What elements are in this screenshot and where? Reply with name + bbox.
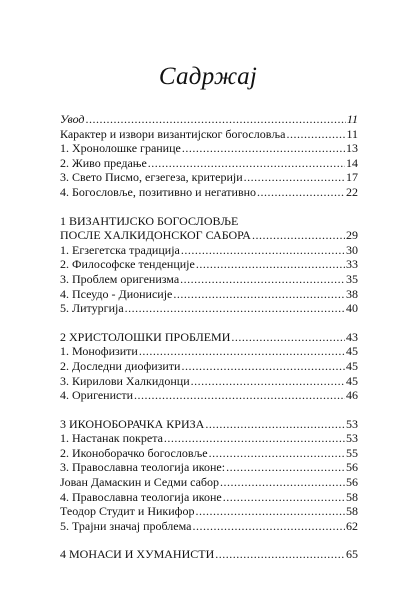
toc-entry-label: 3. Проблем оригенизма xyxy=(60,271,180,286)
toc-entry xyxy=(60,446,358,461)
leader-dots xyxy=(181,359,345,374)
leader-dots xyxy=(148,156,345,171)
toc-entry-label: 1. Хронолошке границе xyxy=(60,141,181,156)
toc-entry-page: 11 xyxy=(346,112,358,126)
toc-chapter-heading-row xyxy=(60,228,358,243)
toc-entry-label: 2. Доследни диофизити xyxy=(60,358,181,373)
toc-section-intro xyxy=(60,112,358,200)
toc-entry-page: 14 xyxy=(346,155,358,170)
leader-dots xyxy=(215,547,345,562)
toc-section-3 xyxy=(60,417,358,534)
toc-entry-label: 4. Псеудо - Дионисије xyxy=(60,286,173,301)
toc-chapter-heading: 1 ВИЗАНТИЈСКО БОГОСЛОВЉЕ xyxy=(60,213,239,228)
toc-entry xyxy=(60,127,358,142)
toc-entry-label: Карактер и извори византијског богословља xyxy=(60,126,286,141)
toc-entry-label: 4. Богословље, позитивно и негативно xyxy=(60,184,257,199)
toc-entry-page: 35 xyxy=(346,271,358,286)
toc-entry-page: 65 xyxy=(346,547,358,562)
toc-entry-page: 58 xyxy=(346,489,358,504)
leader-dots xyxy=(182,141,345,156)
toc-entry-label: Увод xyxy=(60,112,85,126)
toc-entry xyxy=(60,359,358,374)
toc-entry-page: 30 xyxy=(346,242,358,257)
toc-entry-page: 58 xyxy=(346,504,358,519)
toc-entry-label: 2. Живо предање xyxy=(60,155,147,170)
toc-section-4 xyxy=(60,547,358,562)
toc-entry-label: 1. Настанак покрета xyxy=(60,431,163,446)
toc-entry-label: 1. Монофизити xyxy=(60,344,138,359)
toc-entry-page: 53 xyxy=(346,416,358,431)
toc-entry xyxy=(60,460,358,475)
toc-entry xyxy=(60,301,358,316)
toc-entry-page: 45 xyxy=(346,373,358,388)
toc-entry-page: 56 xyxy=(346,460,358,475)
toc-entry-page: 11 xyxy=(346,126,358,141)
toc-entry-page: 43 xyxy=(346,329,358,344)
toc-entry-label: Јован Дамаскин и Седми сабор xyxy=(60,475,220,490)
toc-entry xyxy=(60,431,358,446)
leader-dots xyxy=(226,460,345,475)
toc-entry xyxy=(60,388,358,403)
toc-entry-label: 2. Философске тенденције xyxy=(60,257,195,272)
toc-entry-label: 3. Православна теологија иконе: xyxy=(60,460,226,475)
toc-entry xyxy=(60,504,358,519)
toc-entry-page: 62 xyxy=(346,518,358,533)
leader-dots xyxy=(209,446,345,461)
toc-entry xyxy=(60,156,358,171)
toc-entry xyxy=(60,287,358,302)
toc-section-2 xyxy=(60,330,358,403)
toc-entry-page: 46 xyxy=(346,388,358,403)
leader-dots xyxy=(223,490,345,505)
toc-chapter-heading-row xyxy=(60,417,358,432)
toc-entry-label: Теодор Студит и Никифор xyxy=(60,504,195,519)
leader-dots xyxy=(180,272,345,287)
toc-entry-page: 22 xyxy=(346,184,358,199)
toc-entry xyxy=(60,490,358,505)
toc-entry xyxy=(60,272,358,287)
page-title: Садржај xyxy=(158,63,258,90)
toc-entry xyxy=(60,243,358,258)
toc-entry-page: 38 xyxy=(346,286,358,301)
toc-entry-page: 13 xyxy=(346,141,358,156)
toc-entry-page: 45 xyxy=(346,344,358,359)
toc-entry-page: 33 xyxy=(346,257,358,272)
toc-chapter-heading: 3 ИКОНОБОРАЧКА КРИЗА xyxy=(60,416,205,431)
leader-dots xyxy=(191,374,345,389)
toc-entry-label: 2. Иконоборачко богословље xyxy=(60,445,208,460)
toc-chapter-heading: 2 ХРИСТОЛОШКИ ПРОБЛЕМИ xyxy=(60,329,231,344)
toc-entry xyxy=(60,519,358,534)
leader-dots xyxy=(195,504,345,519)
toc-entry xyxy=(60,112,358,127)
toc-entry-page: 53 xyxy=(346,431,358,446)
toc-entry-label: 5. Литургија xyxy=(60,301,124,316)
leader-dots xyxy=(173,287,345,302)
toc-entry-page: 40 xyxy=(346,301,358,316)
leader-dots xyxy=(139,344,345,359)
leader-dots xyxy=(231,330,345,345)
toc-entry xyxy=(60,374,358,389)
leader-dots xyxy=(220,475,345,490)
toc-chapter-heading-row xyxy=(60,330,358,345)
toc-entry xyxy=(60,344,358,359)
toc-entry-page: 17 xyxy=(346,170,358,185)
toc-section-1 xyxy=(60,214,358,316)
toc-chapter-heading-row xyxy=(60,547,358,562)
leader-dots xyxy=(252,228,345,243)
leader-dots xyxy=(181,243,345,258)
toc-entry-label: 1. Егзегетска традиција xyxy=(60,242,180,257)
toc-entry-label: 4. Оригенисти xyxy=(60,388,134,403)
toc-entry-label: 4. Православна теологија иконе xyxy=(60,489,222,504)
leader-dots xyxy=(244,170,345,185)
toc-entry-page: 45 xyxy=(346,358,358,373)
toc-entry-page: 56 xyxy=(346,475,358,490)
toc-entry xyxy=(60,475,358,490)
toc-entry xyxy=(60,257,358,272)
leader-dots xyxy=(205,417,345,432)
leader-dots xyxy=(257,185,345,200)
toc-entry-page: 55 xyxy=(346,445,358,460)
leader-dots xyxy=(192,519,345,534)
leader-dots xyxy=(85,112,345,127)
table-of-contents xyxy=(60,112,358,576)
toc-entry-page: 29 xyxy=(346,228,358,243)
leader-dots xyxy=(286,127,345,142)
toc-chapter-heading: 4 МОНАСИ И ХУМАНИСТИ xyxy=(60,547,215,562)
toc-entry xyxy=(60,185,358,200)
leader-dots xyxy=(196,257,345,272)
toc-entry-label: 5. Трајни значај проблема xyxy=(60,518,192,533)
leader-dots xyxy=(164,431,345,446)
toc-entry-label: 3. Свето Писмо, егзегеза, критерији xyxy=(60,170,243,185)
leader-dots xyxy=(134,388,345,403)
leader-dots xyxy=(125,301,345,316)
toc-entry xyxy=(60,170,358,185)
toc-entry xyxy=(60,141,358,156)
toc-entry-label: 3. Кирилови Халкидонци xyxy=(60,373,190,388)
toc-chapter-heading-cont: ПОСЛЕ ХАЛКИДОНСКОГ САБОРА xyxy=(60,228,251,243)
